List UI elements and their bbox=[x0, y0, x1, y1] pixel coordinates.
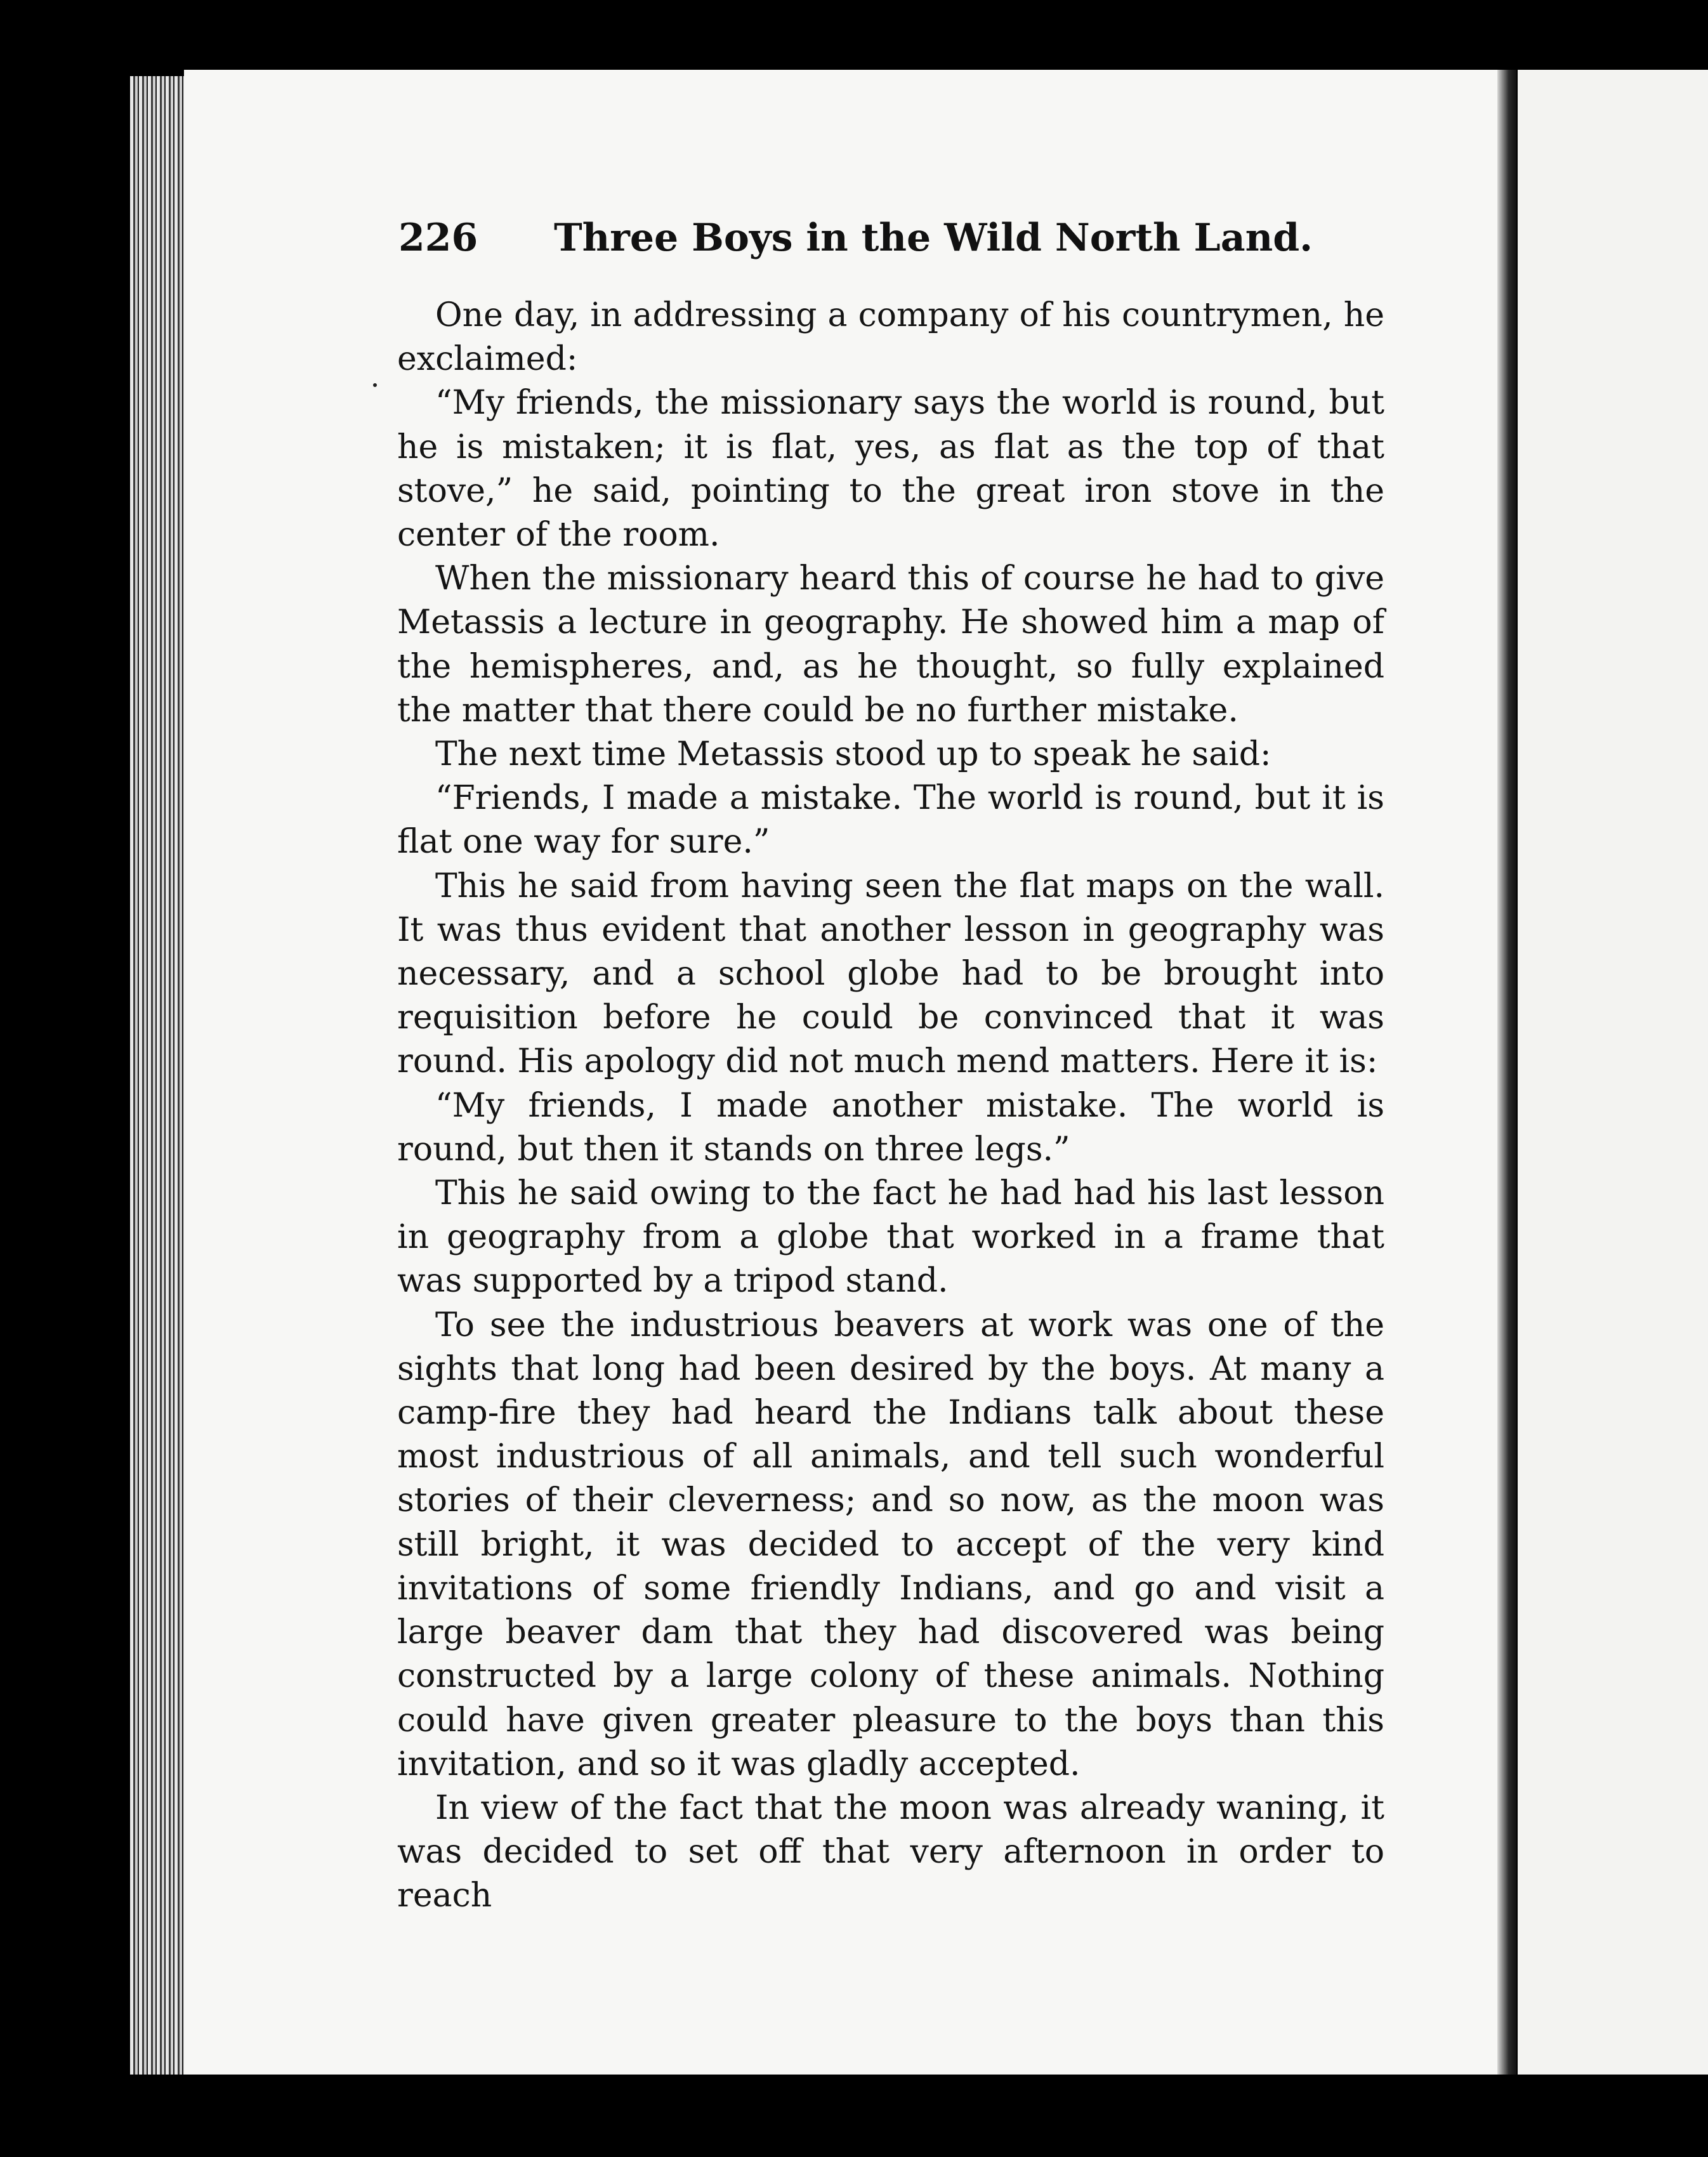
book-gutter bbox=[1497, 70, 1516, 2075]
paragraph: This he said from having seen the flat maps on the wall. It was thus evident that another lesson in geography was necessary, and a school globe had to be brought into requisition before he could be convinced that it was round. His apology did not much mend matters. Here it is: bbox=[397, 867, 1384, 1081]
paragraph: When the missionary heard this of course he had to give Metassis a lecture in geography. He showed him a map of the hemispheres, and, as he thought, so fully explained the matter that there could be no further mistake. bbox=[397, 560, 1384, 730]
paragraph: In view of the fact that the moon was already waning, it was decided to set off that very afternoon in order to reach bbox=[397, 1788, 1384, 1915]
running-title: Three Boys in the Wild North Land. bbox=[554, 216, 1313, 260]
paragraph: This he said owing to the fact he had had his last lesson in geography from a globe that worked in a frame that was supported by a tripod stand. bbox=[397, 1174, 1384, 1301]
right-page bbox=[1518, 70, 1708, 2075]
paragraph: To see the industrious beavers at work was one of the sights that long had been desired by the boys. At many a camp-fire they had heard the Indians talk about these most industrious of all animals, and tell such wonderful stories of their cleverness; and so now, as the moon was still bright, it was decided to accept of the very kind invitations of some friendly Indians, and go and visit a large beaver dam that they had discovered was being constructed by a large colony of these animals. Nothing could have given greater pleasure to the boys than this invitation, and so it was gladly accepted. bbox=[397, 1306, 1384, 1783]
paragraph: “Friends, I made a mistake. The world is round, but it is flat one way for sure.” bbox=[397, 779, 1384, 862]
page-header bbox=[398, 216, 1464, 273]
ink-speck bbox=[373, 383, 377, 387]
paragraph: One day, in addressing a company of his countrymen, he exclaimed: bbox=[397, 296, 1384, 379]
paragraph: “My friends, I made another mistake. The world is round, but then it stands on three legs.” bbox=[397, 1086, 1384, 1169]
body-text bbox=[397, 294, 1384, 1918]
paragraph: “My friends, the missionary says the world is round, but he is mistaken; it is flat, yes, as flat as the top of that stove,” he said, pointing to the great iron stove in the center of the room. bbox=[397, 384, 1384, 554]
page-number: 226 bbox=[398, 216, 478, 260]
paragraph: The next time Metassis stood up to speak he said: bbox=[435, 735, 1271, 774]
